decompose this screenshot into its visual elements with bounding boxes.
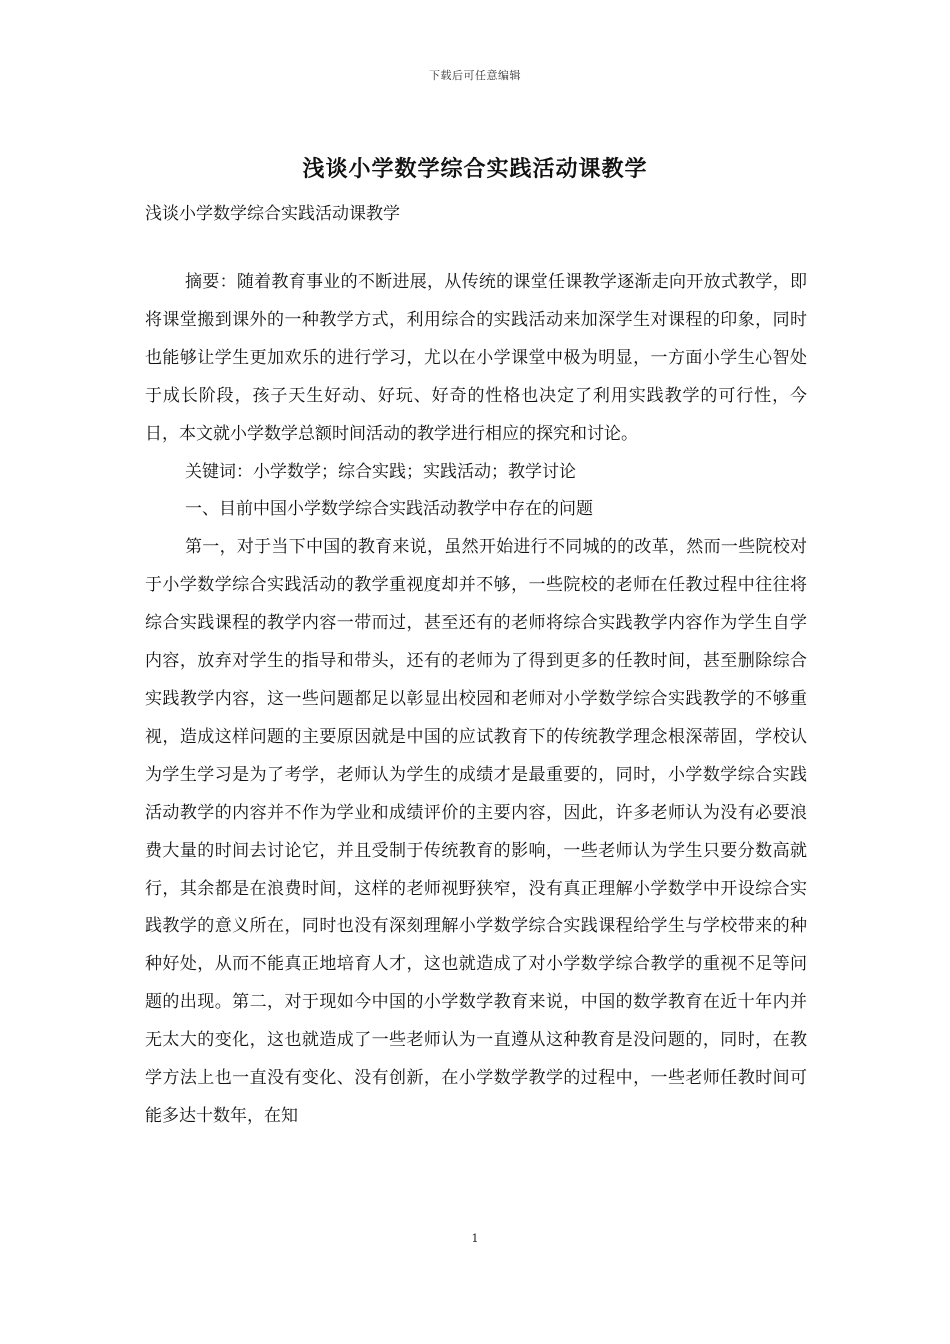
document-subtitle: 浅谈小学数学综合实践活动课教学 (145, 204, 400, 224)
keywords-paragraph: 关键词：小学数学；综合实践；实践活动；教学讨论 (185, 461, 576, 482)
document-title: 浅谈小学数学综合实践活动课教学 (302, 156, 648, 182)
page-number: 1 (471, 1232, 479, 1245)
header-note: 下载后可任意编辑 (429, 69, 521, 82)
document-body (145, 264, 807, 1136)
abstract-paragraph: 摘要：随着教育事业的不断进展，从传统的课堂任课教学逐渐走向开放式教学，即将课堂搬到课外的一种教学方式，利用综合的实践活动来加深学生对课程的印象，同时也能够让学生更加欢乐的进行学习，尤以在小学课堂中极为明显，一方面小学生心智处于成长阶段，孩子天生好动、好玩、好奇的性格也决定了利用实践教学的可行性，今日，本文就小学数学总额时间活动的教学进行相应的探究和讨论。 (145, 272, 807, 444)
section-heading: 一、目前中国小学数学综合实践活动教学中存在的问题 (185, 499, 593, 520)
body-paragraph: 第一，对于当下中国的教育来说，虽然开始进行不同城的的改革，然而一些院校对于小学数学综合实践活动的教学重视度却并不够，一些院校的老师在任教过程中往往将综合实践课程的教学内容一带而过，甚至还有的老师将综合实践教学内容作为学生自学内容，放弃对学生的指导和带头，还有的老师为了得到更多的任教时间，甚至删除综合实践教学内容，这一些问题都足以彰显出校园和老师对小学数学综合实践教学的不够重视，造成这样问题的主要原因就是中国的应试教育下的传统教学理念根深蒂固，学校认为学生学习是为了考学，老师认为学生的成绩才是最重要的，同时，小学数学综合实践活动教学的内容并不作为学业和成绩评价的主要内容，因此，许多老师认为没有必要浪费大量的时间去讨论它，并且受制于传统教育的影响，一些老师认为学生只要分数高就行，其余都是在浪费时间，这样的老师视野狭窄，没有真正理解小学数学中开设综合实践教学的意义所在，同时也没有深刻理解小学数学综合实践课程给学生与学校带来的种种好处，从而不能真正地培育人才，这也就造成了对小学数学综合教学的重视不足等问题的出现。第二，对于现如今中国的小学数学教育来说，中国的数学教育在近十年内并无太大的变化，这也就造成了一些老师认为一直遵从这种教育是没问题的，同时，在教学方法上也一直没有变化、没有创新，在小学数学教学的过程中，一些老师任教时间可能多达十数年，在知 (145, 537, 807, 1126)
